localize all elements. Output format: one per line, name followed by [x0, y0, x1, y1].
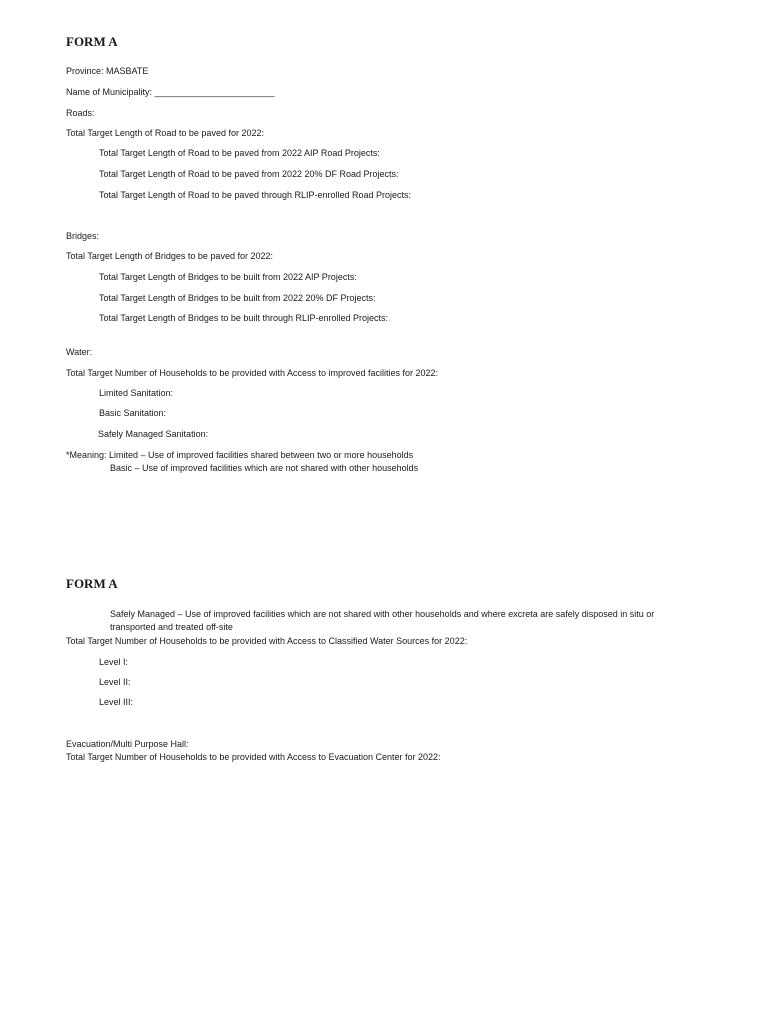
- water-heading: Water:: [66, 347, 93, 357]
- level-3: Level III:: [99, 697, 134, 707]
- water-total: Total Target Number of Households to be provided with Access to improved facilities for 2022:: [66, 368, 439, 378]
- bridges-item-df: Total Target Length of Bridges to be built from 2022 20% DF Projects:: [99, 293, 376, 303]
- page-title-2: FORM A: [66, 576, 118, 591]
- page-title: FORM A: [66, 34, 118, 49]
- level-2: Level II:: [99, 677, 131, 687]
- bridges-total: Total Target Length of Bridges to be paved for 2022:: [66, 251, 273, 261]
- bridges-heading: Bridges:: [66, 231, 100, 241]
- sanitation-basic: Basic Sanitation:: [99, 408, 167, 418]
- meaning-line-2: Basic – Use of improved facilities which are not shared with other households: [110, 463, 419, 473]
- sanitation-safely-managed: Safely Managed Sanitation:: [98, 429, 209, 439]
- evacuation-heading: Evacuation/Multi Purpose Hall:: [66, 739, 189, 749]
- roads-item-df: Total Target Length of Road to be paved from 2022 20% DF Road Projects:: [99, 169, 399, 179]
- water-sources-total: Total Target Number of Households to be provided with Access to Classified Water Sources for 2022:: [66, 636, 468, 646]
- safely-managed-line-1: Safely Managed – Use of improved facilities which are not shared with other households and where excreta are safely disposed in situ or: [110, 609, 655, 619]
- sanitation-limited: Limited Sanitation:: [99, 388, 174, 398]
- roads-total: Total Target Length of Road to be paved for 2022:: [66, 128, 264, 138]
- municipality-line: Name of Municipality: ________________________: [66, 87, 275, 97]
- province-line: Province: MASBATE: [66, 66, 149, 76]
- safely-managed-line-2: transported and treated off-site: [110, 622, 233, 632]
- bridges-item-rlip: Total Target Length of Bridges to be built through RLIP-enrolled Projects:: [99, 313, 389, 323]
- roads-item-aip: Total Target Length of Road to be paved from 2022 AIP Road Projects:: [99, 148, 380, 158]
- meaning-line-1: *Meaning: Limited – Use of improved facilities shared between two or more households: [66, 450, 414, 460]
- level-1: Level I:: [99, 657, 129, 667]
- roads-heading: Roads:: [66, 108, 95, 118]
- evacuation-total: Total Target Number of Households to be provided with Access to Evacuation Center for 2022:: [66, 752, 441, 762]
- roads-item-rlip: Total Target Length of Road to be paved through RLIP-enrolled Road Projects:: [99, 190, 412, 200]
- bridges-item-aip: Total Target Length of Bridges to be built from 2022 AIP Projects:: [99, 272, 357, 282]
